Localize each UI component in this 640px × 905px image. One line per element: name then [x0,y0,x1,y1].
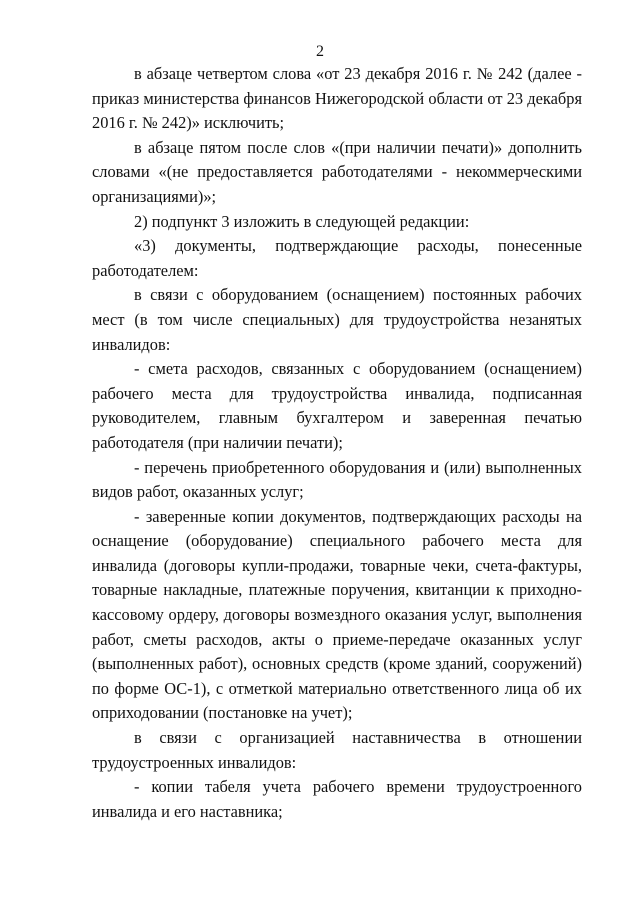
paragraph-2: в абзаце пятом после слов «(при наличии печати)» дополнить словами «(не предоставляется работодателями - некоммерческими организациями)»; [92,137,582,206]
paragraph-8: - заверенные копии документов, подтверждающих расходы на оснащение (оборудование) специального рабочего места для инвалида (договоры купли-продажи, товарные чеки, счета-фактуры, товарные накладные, платежные поручения, квитанции к приходно-кассовому ордеру, договоры возмездного оказания услуг, выполнения работ, сметы расходов, акты о приеме-передаче оказанных услуг (выполненных работ), основных средств (кроме зданий, сооружений) по форме ОС-1), с отметкой материально ответственного лица об их оприходовании (постановке на учет); [92,506,582,723]
paragraph-7: - перечень приобретенного оборудования и (или) выполненных видов работ, оказанных услуг; [92,457,582,502]
paragraph-4: «3) документы, подтверждающие расходы, понесенные работодателем: [92,236,582,280]
paragraph-10: - копии табеля учета рабочего времени трудоустроенного инвалида и его наставника; [92,777,582,821]
document-body [92,62,582,824]
paragraph-1: в абзаце четвертом слова «от 23 декабря 2016 г. № 242 (далее - приказ министерства финансов Нижегородской области от 23 декабря 2016 г. № 242)» исключить; [92,64,582,133]
page-number: 2 [316,43,324,60]
paragraph-3: 2) подпункт 3 изложить в следующей редакции: [134,211,470,231]
paragraph-5: в связи с оборудованием (оснащением) постоянных рабочих мест (в том числе специальных) для трудоустройства незанятых инвалидов: [92,285,582,354]
paragraph-6: - смета расходов, связанных с оборудованием (оснащением) рабочего места для трудоустройства инвалида, подписанная руководителем, главным бухгалтером и заверенная печатью работодателя (при наличии печати); [92,359,582,452]
paragraph-9: в связи с организацией наставничества в отношении трудоустроенных инвалидов: [92,728,582,772]
